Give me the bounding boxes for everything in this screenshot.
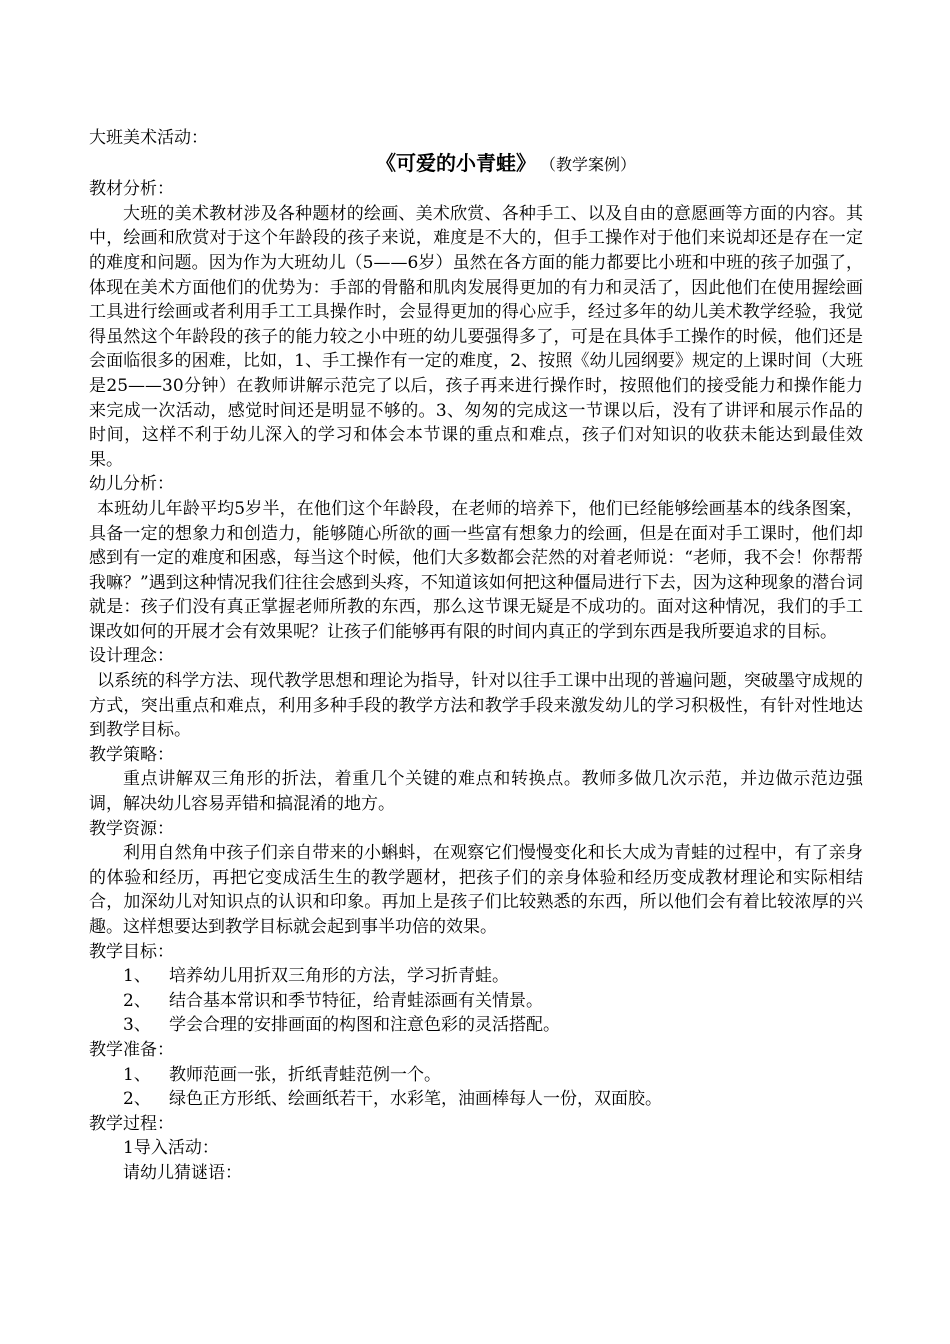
section-body-analysis: 大班的美术教材涉及各种题材的绘画、美术欣赏、各种手工、以及自由的意愿画等方面的内容。其中，绘画和欣赏对于这个年龄段的孩子来说，难度是不大的，但手工操作对于他们来说却还是存在一定的难度和问题。因为作为大班幼儿（5——6岁）虽然在各方面的能力都要比小班和中班的孩子加强了，体现在美术方面他们的优势为：手部的骨骼和肌肉发展得更加的有力和灵活了，因此他们在使用握绘画工具进行绘画或者利用手工工具操作时，会显得更加的得心应手，经过多年的幼儿美术教学经验，我觉得虽然这个年龄段的孩子的能力较之小中班的幼儿要强得多了，可是在具体手工操作的时候，他们还是会面临很多的困难，比如，1、手工操作有一定的难度，2、按照《幼儿园纲要》规定的上课时间（大班是25——30分钟）在教师讲解示范完了以后，孩子再来进行操作时，按照他们的接受能力和操作能力来完成一次活动，感觉时间还是明显不够的。3、匆匆的完成这一节课以后，没有了讲评和展示作品的时间，这样不利于幼儿深入的学习和体会本节课的重点和难点，孩子们对知识的收获未能达到最佳效果。 [89,203,863,470]
process-line: 请幼儿猜谜语： [123,1162,242,1183]
goal-item-text: 学会合理的安排画面的构图和注意色彩的灵活搭配。 [169,1015,560,1036]
goal-item [89,1013,863,1038]
preparation-item-text: 教师范画一张，折纸青蛙范例一个。 [169,1064,441,1085]
goal-item-number: 3、 [123,1015,151,1036]
preparation-item [89,1087,863,1112]
section-heading-resources: 教学资源： [89,818,174,839]
title-main: 《可爱的小青蛙》 [375,150,536,175]
preparation-item-text: 绿色正方形纸、绘画纸若干，水彩笔，油画棒每人一份，双面胶。 [169,1089,662,1110]
section-heading-strategy: 教学策略： [89,744,174,765]
section-body-concept: 以系统的科学方法、现代教学思想和理论为指导，针对以往手工课中出现的普遍问题，突破墨守成规的方式，突出重点和难点，利用多种手段的教学方法和教学手段来激发幼儿的学习积极性，有针对性地达到教学目标。 [89,671,863,741]
section-heading-goals: 教学目标： [89,941,174,962]
goal-item [89,989,863,1014]
goal-item-text: 培养幼儿用折双三角形的方法，学习折青蛙。 [169,966,509,987]
section-body-strategy: 重点讲解双三角形的折法，着重几个关键的难点和转换点。教师多做几次示范，并边做示范边强调，解决幼儿容易弄错和搞混淆的地方。 [89,769,863,815]
section-body-resources: 利用自然角中孩子们亲自带来的小蝌蚪，在观察它们慢慢变化和长大成为青蛙的过程中，有了亲身的体验和经历，再把它变成活生生的教学题材，把孩子们的亲身体验和经历变成教材理论和实际相结合，加深幼儿对知识点的认识和印象。再加上是孩子们比较熟悉的东西，所以他们会有着比较浓厚的兴趣。这样想要达到教学目标就会起到事半功倍的效果。 [89,843,863,937]
title-subtitle: （教学案例） [547,154,636,174]
process-line: 1导入活动： [123,1138,219,1159]
document-title [89,151,863,178]
goal-item-number: 2、 [123,990,151,1011]
goal-item-number: 1、 [123,966,151,987]
section-heading-concept: 设计理念： [89,646,174,667]
section-heading-preparation: 教学准备： [89,1039,174,1060]
preparation-item [89,1063,863,1088]
document-page [89,126,863,1186]
preparation-item-number: 1、 [123,1064,151,1085]
preparation-item-number: 2、 [123,1089,151,1110]
section-heading-process: 教学过程： [89,1113,174,1134]
intro-label: 大班美术活动： [89,128,208,148]
goal-item-text: 结合基本常识和季节特征，给青蛙添画有关情景。 [169,990,543,1011]
section-heading-analysis: 教材分析： [89,179,174,200]
section-heading-children: 幼儿分析： [89,474,174,495]
section-body-children: 本班幼儿年龄平均5岁半，在他们这个年龄段，在老师的培养下，他们已经能够绘画基本的线条图案，具备一定的想象力和创造力，能够随心所欲的画一些富有想象力的绘画，但是在面对手工课时，他们却感到有一定的难度和困惑，每当这个时候，他们大多数都会茫然的对着老师说：“老师，我不会！你帮帮我嘛？”遇到这种情况我们往往会感到头疼，不知道该如何把这种僵局进行下去，因为这种现象的潜台词就是：孩子们没有真正掌握老师所教的东西，那么这节课无疑是不成功的。面对这种情况，我们的手工课改如何的开展才会有效果呢？让孩子们能够再有限的时间内真正的学到东西是我所要追求的目标。 [89,498,863,642]
goal-item [89,964,863,989]
